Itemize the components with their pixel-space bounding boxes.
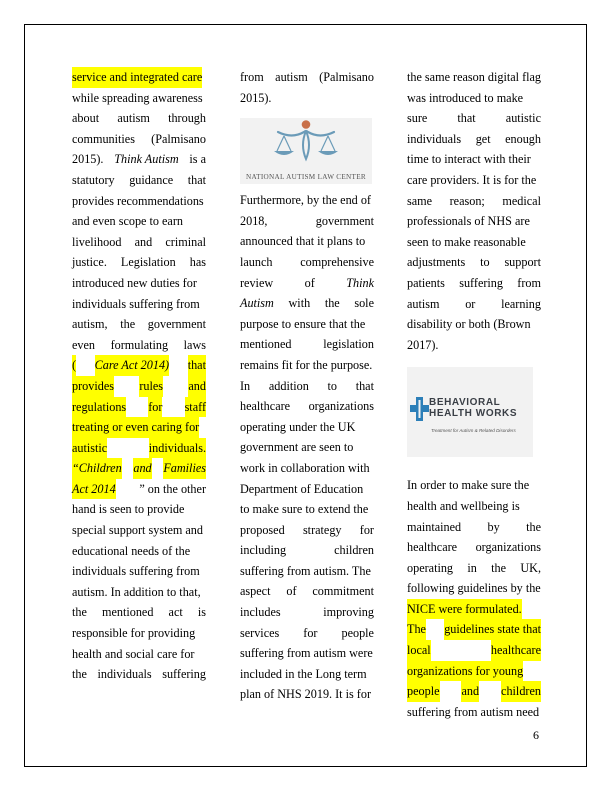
text-segment: individuals suffering from: [72, 564, 200, 579]
text-segment: and: [134, 234, 153, 249]
text-line: [72, 664, 206, 685]
text-segment: livelihood: [72, 234, 122, 249]
text-segment: is a: [189, 152, 206, 167]
highlighted-text: rules: [139, 376, 163, 397]
text-segment: healthcare: [407, 540, 458, 555]
highlighted-text: guidelines state that: [444, 619, 541, 640]
text-segment: following guidelines by the: [407, 581, 541, 596]
highlighted-text: (: [72, 355, 76, 376]
text-segment: individuals: [407, 131, 462, 146]
text-segment: suffering from autism. The: [240, 563, 371, 578]
highlighted-text: Families: [163, 458, 206, 479]
text-line: [72, 438, 206, 459]
text-segment: the: [526, 519, 541, 534]
text-line: [240, 396, 374, 417]
text-segment: introduced new duties for: [72, 275, 197, 290]
text-segment: 2015).: [72, 152, 104, 167]
highlighted-text: provides: [72, 376, 114, 397]
paragraph: [72, 67, 206, 685]
highlighted-text: that: [188, 355, 206, 376]
text-segment: from: [240, 70, 264, 84]
text-line: [407, 129, 541, 150]
text-line: [407, 170, 541, 191]
text-segment: strategy: [302, 522, 342, 537]
text-segment: criminal: [165, 234, 206, 249]
text-segment: addition: [268, 378, 309, 393]
text-segment: provides recommendations: [72, 193, 204, 208]
text-line: [407, 640, 541, 661]
text-segment: health and social care for: [72, 646, 195, 661]
text-line: [240, 499, 374, 520]
text-line: [407, 67, 541, 88]
text-column-middle: [240, 67, 374, 705]
text-line: [72, 252, 206, 273]
text-segment: the: [72, 605, 87, 620]
text-line: [72, 644, 206, 665]
text-line: [407, 578, 541, 599]
text-line: [240, 643, 374, 664]
text-segment: Autism: [240, 296, 274, 311]
text-segment: (Palmisano: [151, 131, 206, 146]
text-segment: get: [475, 131, 491, 146]
highlighted-text: staff: [185, 397, 206, 418]
text-segment: sole: [354, 296, 374, 311]
text-segment: In: [240, 378, 251, 393]
text-line: [407, 619, 541, 640]
logo-tagline: Treatment for Autism & Related Disorders: [431, 428, 516, 434]
text-line: [407, 558, 541, 579]
text-segment: children: [334, 543, 374, 558]
highlighted-text: regulations: [72, 397, 126, 418]
text-segment: of: [304, 275, 315, 290]
text-line: [72, 170, 206, 191]
text-segment: medical: [502, 193, 541, 208]
text-segment: plan of NHS 2019. It is for: [240, 687, 372, 702]
text-line: [240, 334, 374, 355]
text-segment: guidance: [129, 172, 174, 187]
text-segment: 2015).: [240, 90, 272, 105]
text-segment: about: [72, 111, 100, 126]
text-segment: patients: [407, 275, 445, 290]
text-segment: government: [147, 317, 206, 332]
text-segment: includes: [240, 605, 281, 620]
page-number: 6: [533, 728, 539, 742]
text-line: [240, 190, 374, 211]
text-line: [240, 540, 374, 561]
text-segment: communities: [72, 131, 135, 146]
text-line: [240, 417, 374, 438]
text-line: [240, 88, 374, 109]
text-segment: government: [315, 213, 374, 228]
text-line: [240, 376, 374, 397]
text-line: [240, 561, 374, 582]
text-segment: that: [187, 172, 206, 187]
text-segment: support: [504, 255, 541, 270]
text-segment: adjustments: [407, 255, 466, 270]
text-segment: operating under the UK: [240, 419, 356, 434]
text-line: [407, 252, 541, 273]
text-segment: Department of Education: [240, 481, 364, 496]
text-line: [240, 355, 374, 376]
text-segment: disability or both (Brown: [407, 317, 531, 332]
text-segment: time to interact with their: [407, 152, 531, 167]
highlighted-text: and: [188, 376, 206, 397]
text-segment: work in collaboration with: [240, 460, 370, 475]
text-line: [240, 437, 374, 458]
text-segment: for: [303, 625, 318, 640]
text-segment: to: [480, 255, 490, 270]
text-line: [407, 108, 541, 129]
text-segment: healthcare: [240, 399, 291, 414]
logo-title-line-2: HEALTH WORKS: [429, 408, 518, 420]
behavioral-health-works-logo: [407, 367, 533, 457]
text-line: [407, 702, 541, 723]
text-segment: (Palmisano: [319, 70, 374, 84]
text-segment: same: [407, 193, 433, 208]
text-line: [240, 602, 374, 623]
highlighted-text: for: [148, 397, 162, 418]
text-segment: UK,: [520, 560, 541, 575]
logo-title-line-1: BEHAVIORAL: [429, 397, 501, 409]
text-line: [72, 273, 206, 294]
text-line: [72, 499, 206, 520]
highlighted-text: people: [407, 681, 440, 702]
text-segment: suffering: [459, 275, 503, 290]
text-segment: in: [467, 560, 477, 575]
text-segment: including: [240, 543, 287, 558]
text-segment: to make sure to extend the: [240, 502, 369, 517]
text-segment: Legislation: [120, 255, 176, 270]
text-column-left: [72, 67, 206, 685]
text-segment: and even scope to earn: [72, 214, 183, 229]
text-segment: sure: [407, 111, 428, 126]
text-line: [240, 252, 374, 273]
text-line: [72, 67, 206, 88]
text-segment: responsible for providing: [72, 626, 196, 641]
text-segment: suffering from autism were: [240, 646, 373, 661]
text-segment: laws: [183, 337, 206, 352]
text-segment: suffering from autism need: [407, 704, 540, 719]
text-segment: launch: [240, 254, 273, 269]
paragraph: [407, 67, 541, 355]
paragraph: [407, 475, 541, 722]
text-segment: 2018,: [240, 213, 268, 228]
highlighted-text: individuals.: [149, 438, 206, 459]
text-segment: autism: [407, 296, 440, 311]
text-line: [72, 88, 206, 109]
text-segment: act: [168, 605, 183, 620]
text-segment: individuals suffering from: [72, 296, 200, 311]
text-segment: educational needs of the: [72, 543, 191, 558]
text-segment: through: [168, 111, 206, 126]
highlighted-text: organizations for young: [407, 661, 523, 682]
text-line: [72, 314, 206, 335]
text-line: [240, 684, 374, 705]
text-line: [407, 314, 541, 335]
text-segment: organizations: [475, 540, 541, 555]
text-segment: announced that it plans to: [240, 234, 366, 249]
text-segment: learning: [501, 296, 541, 311]
highlighted-text: NICE were formulated.: [407, 599, 522, 620]
text-segment: autistic: [505, 111, 541, 126]
text-line: [407, 149, 541, 170]
text-segment: the: [491, 560, 507, 575]
text-segment: the same reason digital flag: [407, 70, 542, 84]
text-segment: remains fit for the purpose.: [240, 357, 373, 372]
text-line: [72, 397, 206, 418]
text-segment: ” on the other: [139, 481, 206, 496]
text-segment: individuals: [97, 667, 152, 682]
text-segment: 2017).: [407, 337, 439, 352]
text-segment: autism: [117, 111, 150, 126]
text-line: [407, 681, 541, 702]
text-segment: was introduced to make: [407, 90, 524, 105]
text-segment: maintained: [407, 519, 462, 534]
text-segment: improving: [323, 605, 374, 620]
text-line: [240, 273, 374, 294]
text-segment: review: [240, 275, 274, 290]
text-segment: to: [327, 378, 337, 393]
text-segment: justice.: [72, 255, 107, 270]
text-segment: autism. In addition to that,: [72, 584, 201, 599]
text-segment: from: [517, 275, 541, 290]
text-line: [407, 191, 541, 212]
text-line: [72, 458, 206, 479]
text-line: [407, 517, 541, 538]
text-line: [407, 211, 541, 232]
text-line: [240, 581, 374, 602]
text-line: [240, 458, 374, 479]
highlighted-text: Act 2014: [72, 479, 116, 500]
text-line: [72, 561, 206, 582]
text-segment: care providers. It is for the: [407, 172, 537, 187]
text-segment: that: [355, 378, 374, 393]
text-segment: enough: [505, 131, 541, 146]
text-line: [72, 232, 206, 253]
text-line: [72, 479, 206, 500]
highlighted-text: children: [501, 681, 541, 702]
text-segment: proposed: [240, 522, 285, 537]
text-segment: special support system and: [72, 523, 203, 538]
text-line: [407, 496, 541, 517]
logo-text: NATIONAL AUTISM LAW CENTER: [245, 173, 367, 182]
text-line: [240, 623, 374, 644]
text-segment: autism: [275, 70, 308, 84]
text-line: [407, 232, 541, 253]
text-segment: comprehensive: [300, 254, 374, 269]
text-line: [407, 294, 541, 315]
text-line: [407, 475, 541, 496]
text-line: [240, 664, 374, 685]
text-segment: even: [72, 337, 96, 352]
text-segment: statutory: [72, 172, 115, 187]
text-segment: Think Autism: [114, 152, 179, 167]
text-segment: included in the Long term: [240, 666, 367, 681]
highlighted-text: Care Act 2014): [95, 355, 169, 376]
text-segment: organizations: [308, 399, 374, 414]
text-segment: formulating: [110, 337, 169, 352]
text-segment: hand is seen to provide: [72, 502, 185, 517]
text-segment: services: [240, 625, 280, 640]
text-line: [407, 88, 541, 109]
paragraph: [240, 190, 374, 705]
highlighted-text: local: [407, 640, 431, 661]
text-line: [72, 294, 206, 315]
text-segment: operating: [407, 560, 454, 575]
text-segment: for: [359, 522, 374, 537]
text-line: [72, 211, 206, 232]
text-segment: or: [465, 296, 476, 311]
text-segment: autism,: [72, 317, 108, 332]
text-line: [72, 129, 206, 150]
text-segment: legislation: [323, 337, 374, 352]
text-segment: professionals of NHS are: [407, 214, 530, 229]
text-line: [72, 417, 206, 438]
text-segment: of: [286, 584, 297, 599]
text-segment: health and wellbeing is: [407, 498, 520, 513]
text-segment: the: [120, 317, 136, 332]
text-line: [72, 520, 206, 541]
text-line: [72, 623, 206, 644]
text-line: [72, 149, 206, 170]
text-segment: the: [72, 667, 87, 682]
text-line: [407, 273, 541, 294]
highlighted-text: healthcare: [491, 640, 541, 661]
highlighted-text: and: [133, 458, 151, 479]
text-line: [240, 293, 374, 314]
text-segment: commitment: [312, 584, 374, 599]
text-segment: In order to make sure the: [407, 478, 530, 493]
text-line: [240, 314, 374, 335]
text-segment: aspect: [240, 584, 271, 599]
text-line: [72, 376, 206, 397]
national-autism-law-center-logo: [240, 118, 372, 184]
text-segment: suffering: [162, 667, 206, 682]
text-segment: is: [197, 605, 206, 620]
highlighted-text: autistic: [72, 438, 107, 459]
text-line: [240, 520, 374, 541]
text-segment: seen to make reasonable: [407, 234, 526, 249]
text-line: [407, 537, 541, 558]
text-line: [240, 479, 374, 500]
text-line: [72, 355, 206, 376]
text-line: [72, 582, 206, 603]
text-segment: purpose to ensure that the: [240, 316, 366, 331]
highlighted-text: treating or even caring for: [72, 417, 199, 438]
text-column-right: [407, 67, 541, 722]
text-line: [407, 661, 541, 682]
text-segment: while spreading awareness: [72, 90, 203, 105]
text-line: [72, 191, 206, 212]
text-segment: Furthermore, by the end of: [240, 193, 371, 208]
text-segment: people: [341, 625, 374, 640]
text-line: [407, 599, 541, 620]
logo-title: [429, 397, 517, 419]
justice-scale-icon: [240, 118, 372, 166]
medical-cross-icon: [410, 397, 430, 421]
text-segment: by: [487, 519, 500, 534]
highlighted-text: and: [461, 681, 479, 702]
text-line: [72, 108, 206, 129]
highlighted-text: service and integrated care: [72, 67, 202, 88]
text-line: [72, 602, 206, 623]
highlighted-text: “Children: [72, 458, 122, 479]
text-segment: mentioned: [240, 337, 292, 352]
text-line: [407, 335, 541, 356]
highlighted-text: The: [407, 619, 426, 640]
text-segment: reason;: [449, 193, 485, 208]
text-line: [72, 335, 206, 356]
text-segment: Think: [346, 275, 374, 290]
text-line: [72, 541, 206, 562]
text-line: [240, 67, 374, 88]
text-line: [240, 231, 374, 252]
text-segment: government are seen to: [240, 440, 354, 455]
text-line: [240, 211, 374, 232]
text-segment: has: [189, 255, 206, 270]
paragraph: [240, 67, 374, 108]
text-segment: mentioned: [101, 605, 154, 620]
text-segment: the: [324, 296, 340, 311]
text-segment: that: [457, 111, 476, 126]
text-segment: with: [288, 296, 311, 311]
